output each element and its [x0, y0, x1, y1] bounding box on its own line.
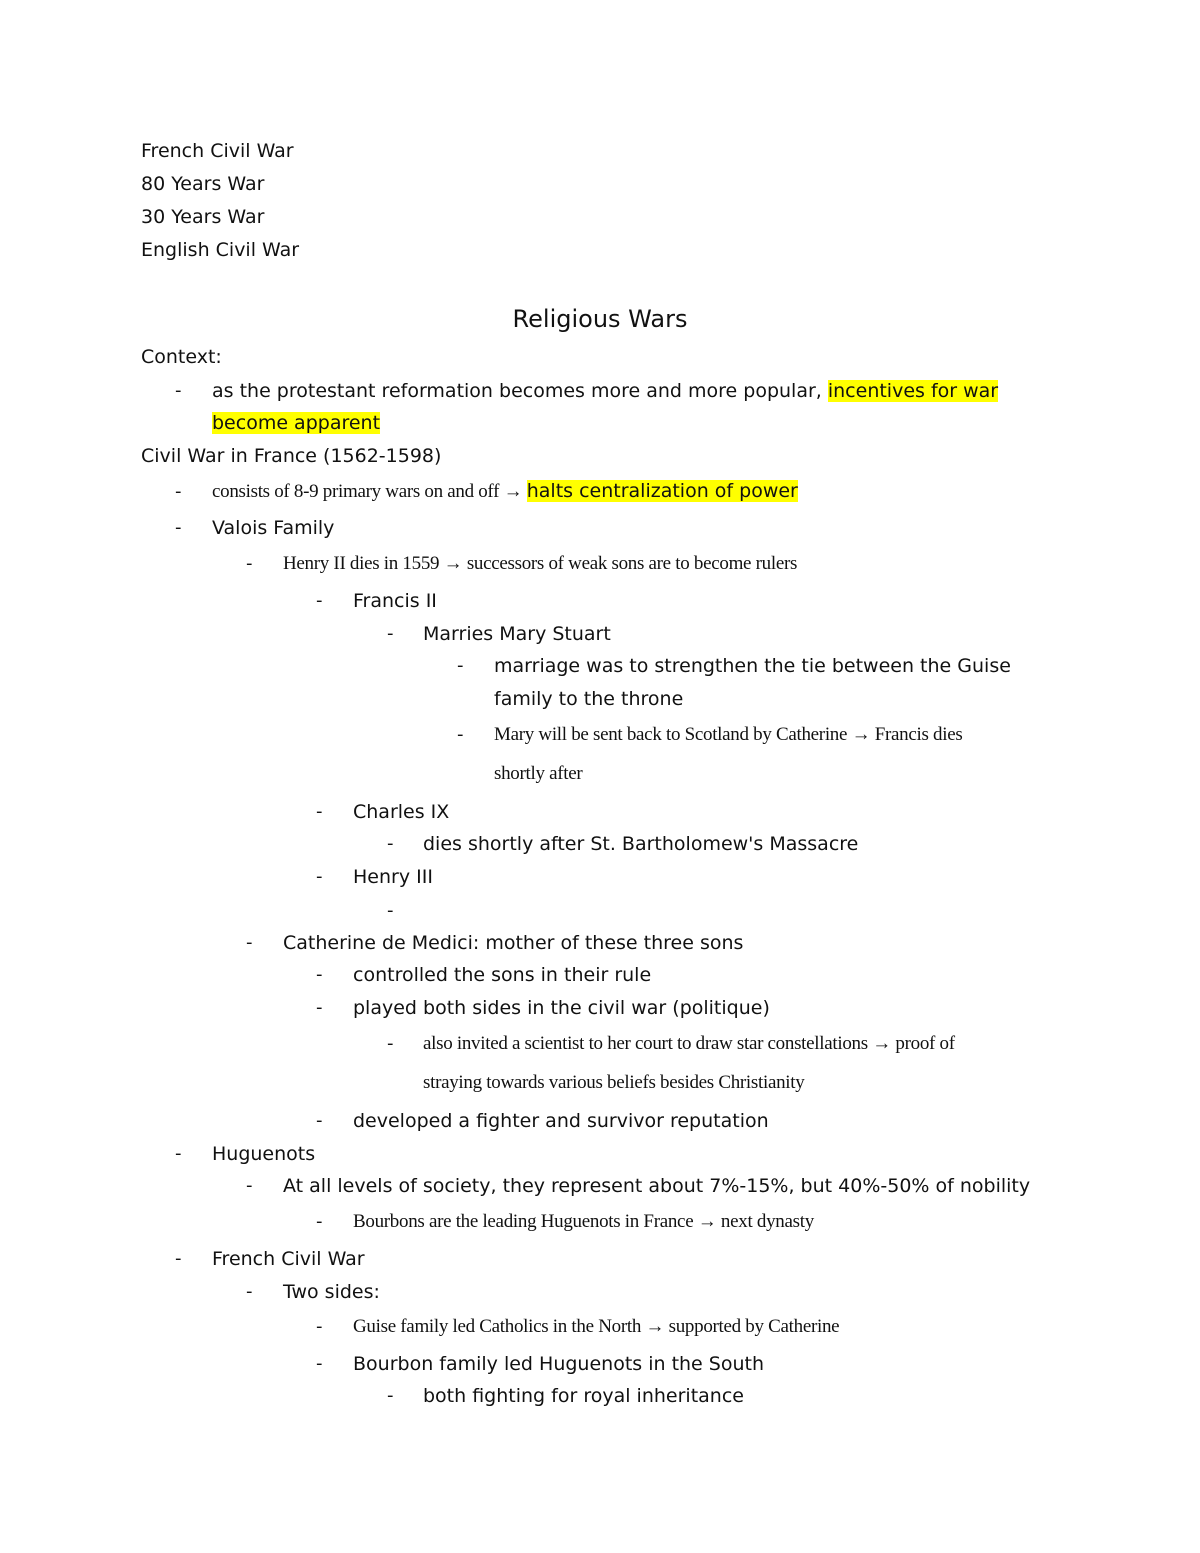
list-item: also invited a scientist to her court to draw star constellations → proof of	[423, 1033, 955, 1054]
bullet-dash: -	[175, 517, 182, 538]
list-item: developed a fighter and survivor reputation	[353, 1110, 769, 1132]
list-item: controlled the sons in their rule	[353, 964, 652, 986]
bullet-dash: -	[387, 1385, 394, 1406]
list-item: dies shortly after St. Bartholomew's Massacre	[423, 833, 859, 855]
page-title: Religious Wars	[512, 305, 688, 333]
bullet-dash: -	[316, 590, 323, 611]
bullet-dash: -	[316, 997, 323, 1018]
bullet-dash: -	[175, 1248, 182, 1269]
context-line	[212, 378, 998, 404]
list-item: Huguenots	[212, 1143, 316, 1165]
list-item-continuation: shortly after	[494, 763, 583, 784]
list-item	[212, 478, 798, 505]
context-label: Context:	[141, 346, 222, 368]
list-item: Two sides:	[283, 1281, 380, 1303]
list-item: Francis II	[353, 590, 437, 612]
list-item: Bourbon family led Huguenots in the South	[353, 1353, 765, 1375]
top-list-item: 30 Years War	[141, 206, 265, 228]
list-item: Valois Family	[212, 517, 335, 539]
bullet-dash: -	[316, 1316, 323, 1337]
bullet-dash: -	[387, 833, 394, 854]
list-item: both fighting for royal inheritance	[423, 1385, 744, 1407]
highlighted-text: incentives for war	[827, 380, 999, 402]
bullet-dash: -	[246, 1175, 253, 1196]
list-item: Henry III	[353, 866, 433, 888]
bullet-dash: -	[457, 724, 464, 745]
list-item: Marries Mary Stuart	[423, 623, 611, 645]
bullet-dash: -	[246, 932, 253, 953]
section-heading: Civil War in France (1562-1598)	[141, 445, 442, 467]
list-item: Henry II dies in 1559 → successors of weak sons are to become rulers	[283, 553, 798, 574]
bullet-dash: -	[457, 655, 464, 676]
bullet-dash: -	[387, 900, 394, 921]
highlighted-text: become apparent	[212, 412, 381, 434]
list-item-text: consists of 8-9 primary wars on and off →	[212, 481, 527, 502]
bullet-dash: -	[316, 1211, 323, 1232]
bullet-dash: -	[246, 553, 253, 574]
context-line	[212, 410, 380, 436]
list-item: Mary will be sent back to Scotland by Catherine → Francis dies	[494, 724, 963, 745]
bullet-dash: -	[387, 623, 394, 644]
bullet-dash: -	[316, 801, 323, 822]
list-item: Bourbons are the leading Huguenots in France → next dynasty	[353, 1211, 814, 1232]
bullet-dash: -	[316, 1110, 323, 1131]
list-item: Charles IX	[353, 801, 450, 823]
bullet-dash: -	[316, 866, 323, 887]
top-list-item: 80 Years War	[141, 173, 265, 195]
list-item: played both sides in the civil war (politique)	[353, 997, 770, 1019]
bullet-dash: -	[316, 1353, 323, 1374]
list-item: marriage was to strengthen the tie between the Guise	[494, 655, 1011, 677]
list-item: French Civil War	[212, 1248, 365, 1270]
bullet-dash: -	[316, 964, 323, 985]
list-item-continuation: family to the throne	[494, 688, 684, 710]
top-list-item: French Civil War	[141, 140, 294, 162]
list-item: Catherine de Medici: mother of these three sons	[283, 932, 744, 954]
highlighted-text: halts centralization of power	[526, 480, 798, 502]
list-item: At all levels of society, they represent about 7%-15%, but 40%-50% of nobility	[283, 1175, 1031, 1197]
bullet-dash: -	[175, 481, 182, 502]
bullet-dash: -	[175, 380, 182, 401]
list-item: Guise family led Catholics in the North → supported by Catherine	[353, 1316, 840, 1337]
bullet-dash: -	[387, 1033, 394, 1054]
list-item-continuation: straying towards various beliefs besides Christianity	[423, 1072, 805, 1093]
context-text: as the protestant reformation becomes more and more popular,	[212, 380, 828, 402]
top-list-item: English Civil War	[141, 239, 300, 261]
bullet-dash: -	[175, 1143, 182, 1164]
bullet-dash: -	[246, 1281, 253, 1302]
